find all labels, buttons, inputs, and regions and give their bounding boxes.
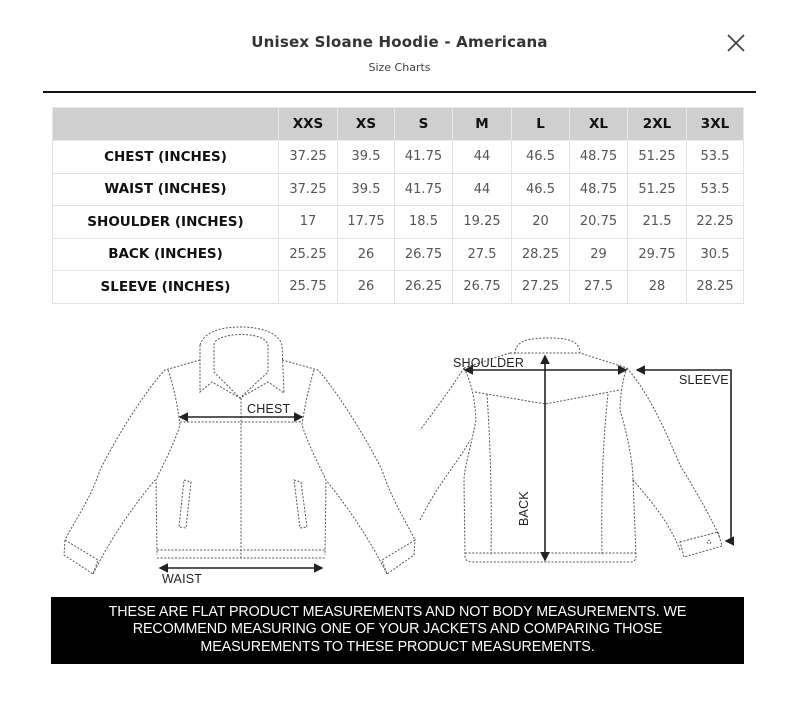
table-row-waist [53, 173, 744, 206]
table-cell: 46.5 [512, 141, 570, 174]
table-cell: 29.75 [628, 238, 687, 271]
close-icon [723, 30, 749, 56]
table-cell: 20 [512, 206, 570, 239]
table-cell: 48.75 [570, 141, 628, 174]
table-cell: 51.25 [628, 173, 687, 206]
table-cell: 25.75 [279, 271, 338, 304]
table-cell: 22.25 [687, 206, 744, 239]
table-cell: 25.25 [279, 238, 338, 271]
table-cell: 53.5 [687, 141, 744, 174]
column-header-xxs: XXS [279, 108, 338, 141]
table-cell: 39.5 [338, 141, 395, 174]
notice-line: MEASUREMENTS TO THESE PRODUCT MEASUREMENTS. [200, 638, 595, 655]
shoulder-label: SHOULDER [453, 356, 525, 370]
row-label: BACK (INCHES) [53, 238, 279, 271]
table-row-shoulder [53, 206, 744, 239]
table-cell: 26 [338, 271, 395, 304]
table-cell: 37.25 [279, 173, 338, 206]
modal-subtitle: Size Charts [368, 61, 431, 74]
table-header-row [53, 108, 744, 141]
close-button[interactable] [723, 30, 749, 56]
waist-label: WAIST [162, 572, 203, 586]
measurement-notice-banner [51, 597, 744, 664]
column-header-2xl: 2XL [628, 108, 687, 141]
table-cell: 26.25 [395, 271, 453, 304]
table-cell: 28.25 [687, 271, 744, 304]
table-cell: 48.75 [570, 173, 628, 206]
table-cell: 29 [570, 238, 628, 271]
table-cell: 19.25 [453, 206, 512, 239]
table-cell: 17 [279, 206, 338, 239]
table-cell: 51.25 [628, 141, 687, 174]
column-header-xs: XS [338, 108, 395, 141]
notice-line: THESE ARE FLAT PRODUCT MEASUREMENTS AND NOT BODY MEASUREMENTS. WE [108, 604, 687, 620]
table-cell: 44 [453, 141, 512, 174]
back-jacket-outline [420, 338, 722, 562]
jacket-diagram-illustration [52, 318, 752, 593]
front-jacket-outline [64, 327, 415, 574]
column-header-3xl: 3XL [687, 108, 744, 141]
column-header-empty [53, 108, 279, 141]
size-chart-table [52, 107, 744, 304]
table-cell: 53.5 [687, 173, 744, 206]
column-header-m: M [453, 108, 512, 141]
table-cell: 30.5 [687, 238, 744, 271]
row-label: WAIST (INCHES) [53, 173, 279, 206]
table-cell: 44 [453, 173, 512, 206]
table-cell: 27.5 [453, 238, 512, 271]
table-row-chest [53, 141, 744, 174]
column-header-s: S [395, 108, 453, 141]
table-row-back [53, 238, 744, 271]
row-label: CHEST (INCHES) [53, 141, 279, 174]
table-cell: 28.25 [512, 238, 570, 271]
sleeve-measure-line [637, 370, 731, 541]
table-row-sleeve [53, 271, 744, 304]
column-header-l: L [512, 108, 570, 141]
chest-label: CHEST [247, 402, 291, 416]
table-cell: 20.75 [570, 206, 628, 239]
table-cell: 41.75 [395, 141, 453, 174]
table-cell: 17.75 [338, 206, 395, 239]
table-cell: 18.5 [395, 206, 453, 239]
table-cell: 27.5 [570, 271, 628, 304]
table-cell: 21.5 [628, 206, 687, 239]
table-cell: 37.25 [279, 141, 338, 174]
modal-title: Unisex Sloane Hoodie - Americana [251, 33, 548, 51]
row-label: SLEEVE (INCHES) [53, 271, 279, 304]
column-header-xl: XL [570, 108, 628, 141]
table-cell: 39.5 [338, 173, 395, 206]
measurement-diagram [52, 318, 752, 593]
table-cell: 28 [628, 271, 687, 304]
header-divider [43, 91, 756, 93]
row-label: SHOULDER (INCHES) [53, 206, 279, 239]
back-label: BACK [517, 491, 531, 526]
table-cell: 26.75 [395, 238, 453, 271]
table-cell: 26.75 [453, 271, 512, 304]
table-cell: 27.25 [512, 271, 570, 304]
table-cell: 41.75 [395, 173, 453, 206]
notice-line: RECOMMEND MEASURING ONE OF YOUR JACKETS AND COMPARING THOSE [132, 621, 663, 638]
table-cell: 46.5 [512, 173, 570, 206]
sleeve-label: SLEEVE [679, 373, 729, 387]
table-cell: 26 [338, 238, 395, 271]
